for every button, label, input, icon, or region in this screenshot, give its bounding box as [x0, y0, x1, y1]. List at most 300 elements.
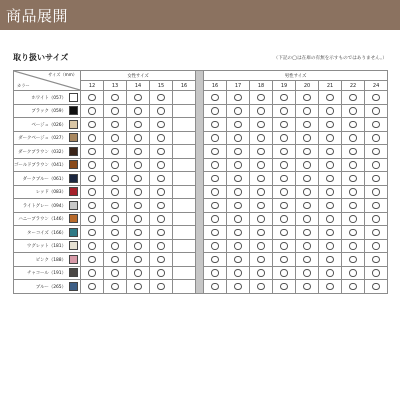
men-availability-cell	[365, 212, 388, 226]
size-group-gap	[196, 71, 204, 294]
men-availability-cell	[319, 253, 342, 267]
men-availability-cell	[250, 158, 273, 172]
men-availability-cell	[204, 280, 227, 294]
women-availability-cell	[81, 226, 104, 240]
color-swatch	[69, 228, 78, 237]
men-availability-cell	[342, 104, 365, 118]
men-size-18: 18	[250, 81, 273, 91]
availability-mark	[257, 148, 265, 156]
availability-mark	[303, 94, 311, 102]
availability-mark	[157, 175, 165, 183]
availability-mark	[157, 202, 165, 210]
availability-mark	[257, 134, 265, 142]
availability-mark	[257, 256, 265, 264]
men-availability-cell	[204, 91, 227, 105]
availability-mark	[211, 242, 219, 250]
color-swatch	[69, 93, 78, 102]
women-availability-cell	[150, 172, 173, 186]
men-availability-cell	[365, 226, 388, 240]
color-swatch	[69, 133, 78, 142]
women-availability-cell	[81, 91, 104, 105]
color-name: ブルー（265）	[35, 284, 66, 290]
availability-mark	[234, 256, 242, 264]
availability-mark	[134, 188, 142, 196]
availability-mark	[111, 283, 119, 291]
availability-mark	[372, 188, 380, 196]
availability-mark	[111, 134, 119, 142]
availability-mark	[111, 202, 119, 210]
color-swatch	[69, 187, 78, 196]
availability-mark	[134, 161, 142, 169]
availability-mark	[234, 202, 242, 210]
men-availability-cell	[365, 253, 388, 267]
availability-mark	[372, 175, 380, 183]
men-availability-cell	[342, 280, 365, 294]
men-availability-cell	[250, 212, 273, 226]
women-availability-cell	[81, 253, 104, 267]
availability-mark	[349, 161, 357, 169]
men-availability-cell	[365, 91, 388, 105]
men-availability-cell	[273, 91, 296, 105]
color-swatch	[69, 241, 78, 250]
availability-note: （下記の◯は在庫の有無を示すものではありません。）	[273, 56, 387, 61]
availability-mark	[372, 242, 380, 250]
men-availability-cell	[342, 131, 365, 145]
men-availability-cell	[365, 172, 388, 186]
availability-mark	[111, 121, 119, 129]
availability-mark	[211, 161, 219, 169]
availability-mark	[211, 256, 219, 264]
color-name: レッド（083）	[35, 190, 66, 196]
men-availability-cell	[250, 172, 273, 186]
availability-mark	[134, 134, 142, 142]
men-availability-cell	[227, 266, 250, 280]
men-availability-cell	[319, 266, 342, 280]
women-availability-cell	[173, 118, 196, 132]
availability-mark	[234, 134, 242, 142]
men-availability-cell	[296, 145, 319, 159]
women-availability-cell	[104, 226, 127, 240]
men-availability-cell	[296, 91, 319, 105]
availability-mark	[280, 175, 288, 183]
availability-mark	[349, 242, 357, 250]
men-availability-cell	[342, 266, 365, 280]
women-availability-cell	[104, 280, 127, 294]
men-availability-cell	[273, 131, 296, 145]
color-name: ライトグレー（094）	[22, 203, 66, 209]
availability-mark	[349, 202, 357, 210]
men-availability-cell	[296, 226, 319, 240]
men-availability-cell	[319, 199, 342, 213]
men-availability-cell	[273, 199, 296, 213]
availability-mark	[234, 215, 242, 223]
men-size-17: 17	[227, 81, 250, 91]
availability-mark	[111, 256, 119, 264]
men-availability-cell	[227, 253, 250, 267]
women-availability-cell	[81, 199, 104, 213]
men-availability-cell	[227, 104, 250, 118]
women-size-14: 14	[127, 81, 150, 91]
availability-mark	[372, 94, 380, 102]
women-availability-cell	[150, 253, 173, 267]
men-availability-cell	[319, 118, 342, 132]
availability-mark	[88, 107, 96, 115]
women-availability-cell	[173, 253, 196, 267]
availability-mark	[88, 188, 96, 196]
color-swatch	[69, 174, 78, 183]
size-axis-label: サイズ（mm）	[48, 72, 77, 77]
women-availability-cell	[81, 212, 104, 226]
availability-mark	[88, 283, 96, 291]
men-size-19: 19	[273, 81, 296, 91]
men-availability-cell	[250, 145, 273, 159]
women-availability-cell	[104, 172, 127, 186]
women-availability-cell	[104, 253, 127, 267]
women-availability-cell	[150, 145, 173, 159]
availability-mark	[234, 175, 242, 183]
availability-mark	[134, 175, 142, 183]
color-swatch	[69, 214, 78, 223]
availability-mark	[157, 229, 165, 237]
availability-mark	[234, 229, 242, 237]
men-availability-cell	[365, 104, 388, 118]
availability-mark	[303, 107, 311, 115]
men-availability-cell	[342, 118, 365, 132]
availability-mark	[257, 161, 265, 169]
availability-mark	[326, 94, 334, 102]
availability-mark	[372, 107, 380, 115]
women-availability-cell	[127, 118, 150, 132]
color-name: ホワイト（057）	[31, 95, 66, 101]
men-availability-cell	[319, 212, 342, 226]
men-availability-cell	[227, 212, 250, 226]
availability-mark	[326, 202, 334, 210]
color-name: ダークブラウン（032）	[18, 149, 66, 155]
men-availability-cell	[296, 239, 319, 253]
men-availability-cell	[296, 199, 319, 213]
men-availability-cell	[342, 172, 365, 186]
availability-mark	[134, 215, 142, 223]
women-availability-cell	[104, 266, 127, 280]
availability-mark	[326, 107, 334, 115]
men-availability-cell	[365, 158, 388, 172]
availability-mark	[303, 202, 311, 210]
availability-mark	[303, 161, 311, 169]
availability-mark	[280, 107, 288, 115]
men-availability-cell	[204, 158, 227, 172]
men-availability-cell	[273, 158, 296, 172]
men-availability-cell	[273, 118, 296, 132]
men-availability-cell	[273, 185, 296, 199]
men-availability-cell	[296, 158, 319, 172]
availability-mark	[157, 256, 165, 264]
women-availability-cell	[127, 226, 150, 240]
women-size-header: 女性サイズ	[81, 71, 196, 81]
women-availability-cell	[127, 185, 150, 199]
availability-mark	[211, 188, 219, 196]
availability-mark	[211, 283, 219, 291]
availability-mark	[134, 242, 142, 250]
availability-mark	[88, 175, 96, 183]
men-availability-cell	[204, 131, 227, 145]
color-name: ダークベージュ（027）	[18, 136, 66, 142]
men-availability-cell	[227, 280, 250, 294]
availability-mark	[280, 134, 288, 142]
men-availability-cell	[250, 131, 273, 145]
men-availability-cell	[204, 239, 227, 253]
availability-mark	[88, 94, 96, 102]
availability-mark	[349, 188, 357, 196]
men-availability-cell	[273, 172, 296, 186]
men-availability-cell	[319, 104, 342, 118]
availability-mark	[88, 269, 96, 277]
men-availability-cell	[227, 145, 250, 159]
availability-mark	[157, 94, 165, 102]
women-availability-cell	[173, 226, 196, 240]
women-availability-cell	[150, 266, 173, 280]
men-availability-cell	[250, 185, 273, 199]
availability-mark	[257, 202, 265, 210]
availability-mark	[280, 229, 288, 237]
availability-mark	[157, 188, 165, 196]
women-availability-cell	[173, 131, 196, 145]
page-header	[0, 0, 400, 30]
availability-mark	[234, 94, 242, 102]
women-availability-cell	[81, 131, 104, 145]
section-title: 取り扱いサイズ	[13, 53, 69, 62]
availability-mark	[349, 269, 357, 277]
men-availability-cell	[342, 212, 365, 226]
availability-mark	[280, 202, 288, 210]
color-name-cell	[14, 118, 81, 132]
men-availability-cell	[227, 185, 250, 199]
availability-mark	[211, 202, 219, 210]
color-name-cell	[14, 131, 81, 145]
availability-mark	[111, 107, 119, 115]
women-size-16: 16	[173, 81, 196, 91]
availability-mark	[211, 148, 219, 156]
men-availability-cell	[250, 104, 273, 118]
women-availability-cell	[81, 145, 104, 159]
men-availability-cell	[250, 253, 273, 267]
women-availability-cell	[150, 131, 173, 145]
women-availability-cell	[150, 158, 173, 172]
women-availability-cell	[104, 185, 127, 199]
women-availability-cell	[150, 226, 173, 240]
men-availability-cell	[273, 280, 296, 294]
men-availability-cell	[250, 280, 273, 294]
women-availability-cell	[173, 91, 196, 105]
availability-mark	[326, 148, 334, 156]
availability-mark	[157, 283, 165, 291]
availability-mark	[349, 134, 357, 142]
availability-mark	[303, 269, 311, 277]
availability-mark	[111, 242, 119, 250]
availability-mark	[326, 215, 334, 223]
women-availability-cell	[150, 91, 173, 105]
men-availability-cell	[227, 91, 250, 105]
men-size-16: 16	[204, 81, 227, 91]
availability-mark	[326, 121, 334, 129]
availability-mark	[280, 94, 288, 102]
availability-mark	[234, 121, 242, 129]
women-availability-cell	[81, 185, 104, 199]
men-availability-cell	[296, 118, 319, 132]
men-availability-cell	[296, 212, 319, 226]
availability-mark	[303, 229, 311, 237]
availability-mark	[280, 148, 288, 156]
availability-mark	[349, 94, 357, 102]
men-availability-cell	[319, 226, 342, 240]
availability-mark	[88, 202, 96, 210]
availability-mark	[111, 269, 119, 277]
women-size-12: 12	[81, 81, 104, 91]
color-swatch	[69, 268, 78, 277]
men-availability-cell	[342, 91, 365, 105]
availability-mark	[257, 229, 265, 237]
women-availability-cell	[127, 145, 150, 159]
availability-mark	[257, 269, 265, 277]
availability-mark	[349, 256, 357, 264]
men-availability-cell	[296, 266, 319, 280]
men-availability-cell	[204, 212, 227, 226]
table-body	[14, 71, 388, 294]
availability-mark	[280, 242, 288, 250]
men-availability-cell	[296, 172, 319, 186]
women-availability-cell	[150, 118, 173, 132]
availability-mark	[211, 94, 219, 102]
availability-mark	[326, 161, 334, 169]
availability-mark	[234, 269, 242, 277]
availability-mark	[234, 161, 242, 169]
color-name: チャコール（191）	[27, 271, 66, 277]
men-availability-cell	[227, 118, 250, 132]
availability-mark	[134, 107, 142, 115]
color-swatch	[69, 160, 78, 169]
women-availability-cell	[173, 145, 196, 159]
women-availability-cell	[104, 118, 127, 132]
women-availability-cell	[127, 131, 150, 145]
men-availability-cell	[342, 158, 365, 172]
availability-mark	[134, 283, 142, 291]
men-availability-cell	[250, 199, 273, 213]
availability-mark	[303, 188, 311, 196]
availability-mark	[257, 215, 265, 223]
color-swatch	[69, 201, 78, 210]
women-availability-cell	[104, 131, 127, 145]
men-availability-cell	[204, 145, 227, 159]
table-header-row	[14, 71, 388, 81]
availability-mark	[111, 215, 119, 223]
men-size-22: 22	[342, 81, 365, 91]
men-availability-cell	[365, 118, 388, 132]
availability-mark	[372, 148, 380, 156]
men-size-21: 21	[319, 81, 342, 91]
availability-mark	[134, 94, 142, 102]
women-availability-cell	[173, 239, 196, 253]
color-axis-label: カラー	[17, 83, 30, 88]
availability-mark	[326, 229, 334, 237]
men-availability-cell	[273, 253, 296, 267]
women-availability-cell	[127, 280, 150, 294]
color-name-cell	[14, 158, 81, 172]
women-availability-cell	[150, 199, 173, 213]
women-availability-cell	[104, 212, 127, 226]
availability-mark	[326, 269, 334, 277]
availability-mark	[234, 242, 242, 250]
page-title: 商品展開	[6, 7, 69, 25]
color-swatch	[69, 120, 78, 129]
availability-mark	[326, 256, 334, 264]
color-name-cell	[14, 145, 81, 159]
availability-mark	[157, 215, 165, 223]
availability-mark	[257, 242, 265, 250]
men-availability-cell	[296, 280, 319, 294]
women-availability-cell	[127, 158, 150, 172]
men-availability-cell	[250, 239, 273, 253]
availability-mark	[88, 121, 96, 129]
men-availability-cell	[319, 131, 342, 145]
men-availability-cell	[342, 185, 365, 199]
availability-mark	[257, 107, 265, 115]
availability-mark	[88, 148, 96, 156]
availability-mark	[280, 256, 288, 264]
women-size-13: 13	[104, 81, 127, 91]
women-availability-cell	[173, 280, 196, 294]
color-name: ベージュ（026）	[31, 122, 66, 128]
availability-mark	[211, 229, 219, 237]
availability-mark	[211, 215, 219, 223]
availability-mark	[303, 283, 311, 291]
women-availability-cell	[81, 118, 104, 132]
men-availability-cell	[342, 239, 365, 253]
availability-mark	[257, 94, 265, 102]
color-swatch	[69, 147, 78, 156]
women-availability-cell	[173, 172, 196, 186]
availability-mark	[111, 161, 119, 169]
availability-mark	[134, 256, 142, 264]
availability-mark	[111, 175, 119, 183]
availability-mark	[111, 94, 119, 102]
men-availability-cell	[273, 239, 296, 253]
color-name-cell	[14, 226, 81, 240]
availability-mark	[88, 161, 96, 169]
men-availability-cell	[273, 212, 296, 226]
women-availability-cell	[173, 185, 196, 199]
men-size-24: 24	[365, 81, 388, 91]
women-availability-cell	[173, 158, 196, 172]
availability-mark	[372, 134, 380, 142]
men-availability-cell	[296, 253, 319, 267]
color-swatch	[69, 282, 78, 291]
women-availability-cell	[127, 104, 150, 118]
color-name-cell	[14, 253, 81, 267]
women-availability-cell	[173, 266, 196, 280]
availability-mark	[280, 269, 288, 277]
color-name: ピンク（188）	[35, 257, 66, 263]
availability-mark	[134, 229, 142, 237]
men-size-header: 男性サイズ	[204, 71, 388, 81]
availability-mark	[326, 134, 334, 142]
availability-mark	[134, 148, 142, 156]
men-availability-cell	[319, 172, 342, 186]
women-availability-cell	[81, 280, 104, 294]
women-availability-cell	[127, 199, 150, 213]
availability-mark	[134, 202, 142, 210]
men-availability-cell	[227, 239, 250, 253]
color-name-cell	[14, 172, 81, 186]
availability-mark	[134, 121, 142, 129]
